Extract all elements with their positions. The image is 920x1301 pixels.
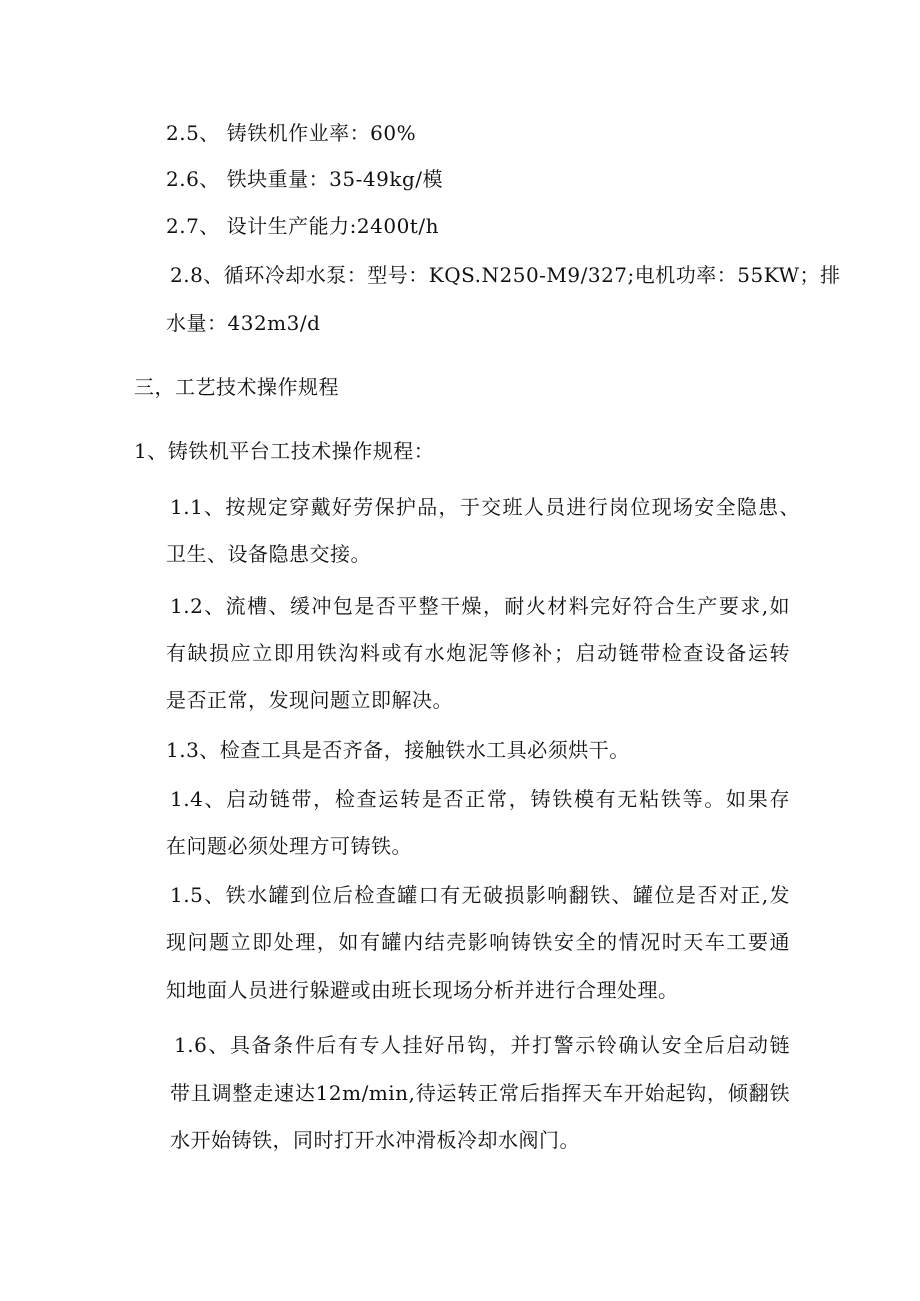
item-1-6-line-2: 带且调整走速达12m∕min,待运转正常后指挥天车开始起钩，倾翻铁: [170, 1081, 790, 1105]
item-1-5-line-1: 1.5、铁水罐到位后检查罐口有无破损影响翻铁、罐位是否对正,发: [170, 883, 790, 907]
item-1-4-line-2: 在问题必须处理方可铸铁。: [166, 834, 412, 858]
spec-2-5: 2.5、 铸铁机作业率：60%: [166, 121, 417, 145]
spec-2-8-line-2: 水量：432m3∕d: [166, 311, 321, 335]
item-1-1-line-1: 1.1、按规定穿戴好劳保护品，于交班人员进行岗位现场安全隐患、: [170, 495, 800, 519]
item-1-2-line-3: 是否正常，发现问题立即解决。: [166, 688, 453, 712]
item-1-5-line-3: 知地面人员进行躲避或由班长现场分析并进行合理处理。: [166, 978, 679, 1002]
section-title: 三，工艺技术操作规程: [134, 375, 339, 399]
item-1-6-line-3: 水开始铸铁，同时打开水冲滑板冷却水阀门。: [170, 1128, 580, 1152]
subsection-title: 1、铸铁机平台工技术操作规程：: [134, 439, 435, 463]
item-1-5-line-2: 现问题立即处理，如有罐内结壳影响铸铁安全的情况时天车工要通: [166, 930, 790, 954]
item-1-2-line-1: 1.2、流槽、缓冲包是否平整干燥，耐火材料完好符合生产要求,如: [170, 594, 790, 618]
spec-2-8-line-1: 2.8、循环冷却水泵：型号：KQS.N250-M9∕327;电机功率：55KW；排: [170, 263, 841, 287]
item-1-4-line-1: 1.4、启动链带，检查运转是否正常，铸铁模有无粘铁等。如果存: [170, 787, 790, 811]
spec-2-7: 2.7、 设计生产能力:2400t/h: [166, 214, 439, 238]
item-1-6-line-1: 1.6、具备条件后有专人挂好吊钩，并打警示铃确认安全后启动链: [174, 1033, 790, 1057]
item-1-2-line-2: 有缺损应立即用铁沟料或有水炮泥等修补；启动链带检查设备运转: [166, 641, 790, 665]
spec-2-6: 2.6、 铁块重量：35-49kg/模: [166, 167, 443, 191]
item-1-3-line-1: 1.3、检查工具是否齐备，接触铁水工具必须烘干。: [166, 738, 630, 762]
item-1-1-line-2: 卫生、设备隐患交接。: [166, 542, 371, 566]
